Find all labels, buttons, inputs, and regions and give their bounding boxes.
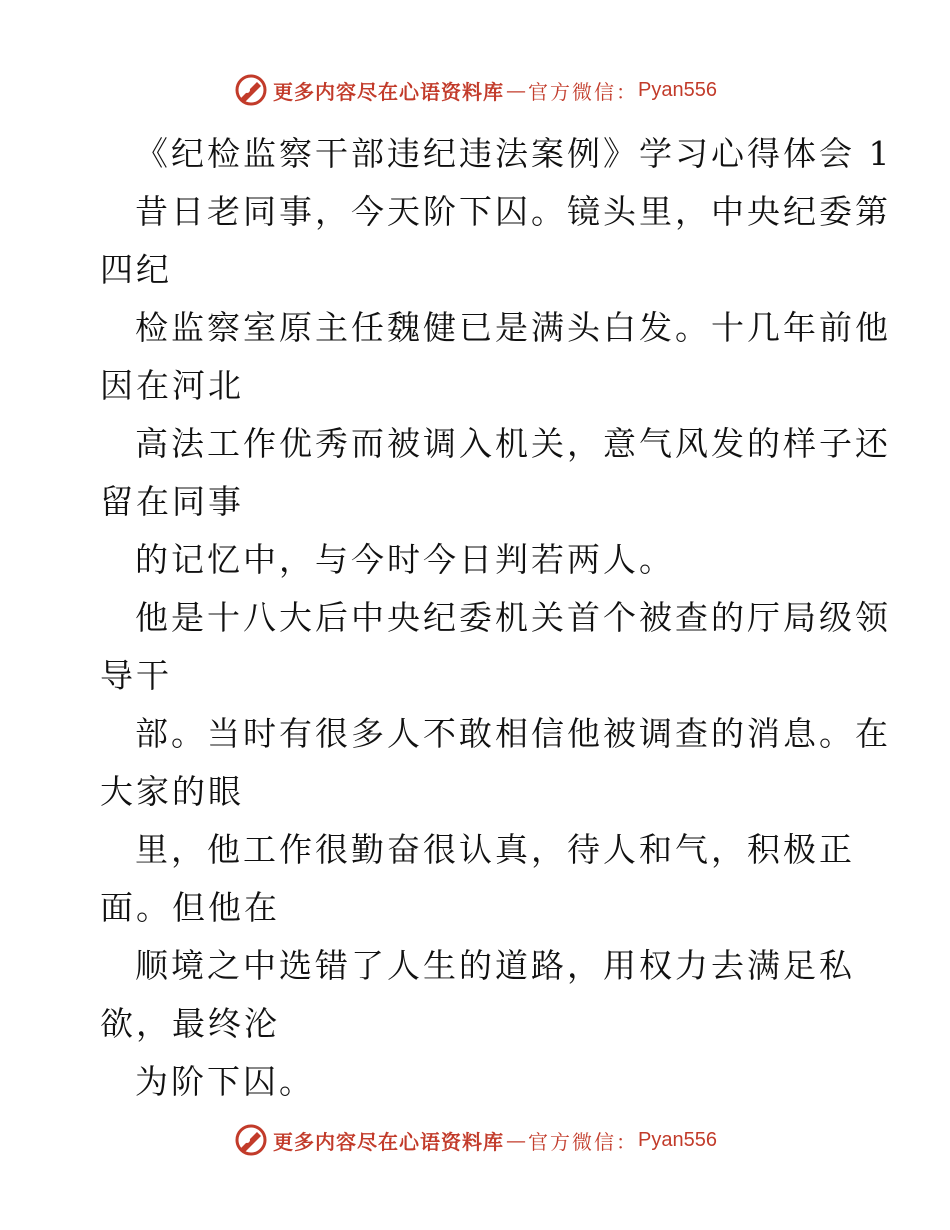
banner-separator: —	[506, 78, 527, 102]
banner-site-name: 更多内容尽在心语资料库	[273, 79, 505, 104]
body-line: 部。当时有很多人不敢相信他被调查的消息。在	[135, 714, 891, 753]
body-line: 欲，最终沦	[100, 1004, 280, 1043]
body-line: 留在同事	[100, 482, 244, 521]
body-line: 里，他工作很勤奋很认真，待人和气，积极正	[135, 830, 855, 869]
banner-site-name: 更多内容尽在心语资料库	[273, 1129, 505, 1154]
body-line: 导干	[100, 656, 172, 695]
banner-separator: —	[506, 1128, 527, 1152]
body-line: 顺境之中选错了人生的道路，用权力去满足私	[135, 946, 855, 985]
footer-banner	[0, 1120, 950, 1160]
body-line: 大家的眼	[100, 772, 244, 811]
banner-wechat-id: Pyan556	[638, 78, 717, 101]
body-line: 为阶下囚。	[135, 1062, 315, 1101]
body-line: 的记忆中，与今时今日判若两人。	[135, 540, 675, 579]
banner-official-label: 官方微信：	[528, 1129, 639, 1154]
banner-official-label: 官方微信：	[528, 79, 639, 104]
body-line: 昔日老同事，今天阶下囚。镜头里，中央纪委第	[135, 192, 891, 231]
body-line: 高法工作优秀而被调入机关，意气风发的样子还	[135, 424, 891, 463]
pen-logo-icon	[233, 1122, 269, 1158]
document-title: 《纪检监察干部违纪违法案例》学习心得体会 1	[135, 134, 893, 173]
body-line: 四纪	[100, 250, 172, 289]
pen-logo-icon	[233, 72, 269, 108]
banner-wechat-id: Pyan556	[638, 1128, 717, 1151]
body-line: 因在河北	[100, 366, 244, 405]
body-line: 面。但他在	[100, 888, 280, 927]
header-banner	[0, 70, 950, 110]
body-line: 他是十八大后中央纪委机关首个被查的厅局级领	[135, 598, 891, 637]
body-line: 检监察室原主任魏健已是满头白发。十几年前他	[135, 308, 891, 347]
